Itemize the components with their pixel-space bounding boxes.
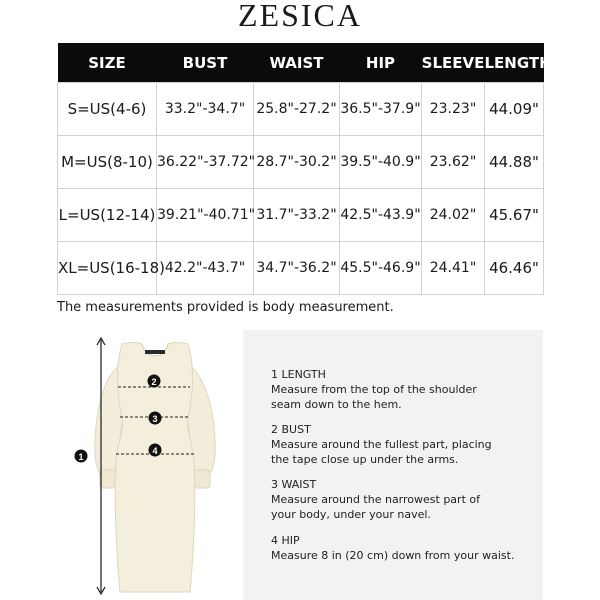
waist-cell: 25.8"-27.2" [254,83,340,136]
header-length: LENGTH [485,43,544,83]
table-row [58,242,544,295]
brand-logo: ZESICA [238,0,362,33]
size-cell: XL=US(16-18) [58,242,157,295]
measure-title: 1 LENGTH [271,368,326,381]
measure-bust [271,422,492,467]
bust-cell: 33.2"-34.7" [157,83,254,136]
measure-desc: Measure around the fullest part, placing [271,438,492,451]
table-row [58,136,544,189]
bust-cell: 39.21"-40.71" [157,189,254,242]
measure-length [271,367,477,412]
size-cell: M=US(8-10) [58,136,157,189]
table-row [58,189,544,242]
sleeve-cell: 24.41" [422,242,485,295]
marker-3 [149,412,162,425]
measure-title: 4 HIP [271,534,300,547]
size-cell: L=US(12-14) [58,189,157,242]
marker-2 [148,375,161,388]
header-bust: BUST [157,43,254,83]
length-cell: 45.67" [485,189,544,242]
svg-text:2: 2 [151,377,157,387]
svg-text:1: 1 [78,452,84,462]
marker-1 [75,450,88,463]
header-size: SIZE [58,43,157,83]
length-cell: 46.46" [485,242,544,295]
measure-hip [271,533,514,563]
measure-desc: Measure around the narrowest part of [271,493,480,506]
sleeve-cell: 24.02" [422,189,485,242]
waist-cell: 31.7"-33.2" [254,189,340,242]
header-hip: HIP [340,43,422,83]
measure-desc: Measure 8 in (20 cm) down from your waist. [271,549,515,562]
length-cell: 44.88" [485,136,544,189]
measure-title: 3 WAIST [271,478,317,491]
sleeve-cell: 23.62" [422,136,485,189]
svg-text:3: 3 [152,414,158,424]
measure-desc: seam down to the hem. [271,398,402,411]
size-chart [57,43,552,295]
measure-desc: Measure from the top of the shoulder [271,383,477,396]
svg-text:4: 4 [152,446,158,456]
size-cell: S=US(4-6) [58,83,157,136]
header-sleeve: SLEEVE [422,43,485,83]
sleeve-cell: 23.23" [422,83,485,136]
header-waist: WAIST [254,43,340,83]
measure-desc: the tape close up under the arms. [271,453,459,466]
hip-cell: 39.5"-40.9" [340,136,422,189]
length-cell: 44.09" [485,83,544,136]
measure-title: 2 BUST [271,423,311,436]
hip-cell: 45.5"-46.9" [340,242,422,295]
measurement-note: The measurements provided is body measurement. [57,300,394,315]
hip-cell: 36.5"-37.9" [340,83,422,136]
header-row [58,43,544,83]
bust-cell: 36.22"-37.72" [157,136,254,189]
table-row [58,83,544,136]
bust-cell: 42.2"-43.7" [157,242,254,295]
waist-cell: 34.7"-36.2" [254,242,340,295]
measure-waist [271,477,480,522]
waist-cell: 28.7"-30.2" [254,136,340,189]
hip-cell: 42.5"-43.9" [340,189,422,242]
measure-desc: your body, under your navel. [271,508,431,521]
marker-4 [149,444,162,457]
